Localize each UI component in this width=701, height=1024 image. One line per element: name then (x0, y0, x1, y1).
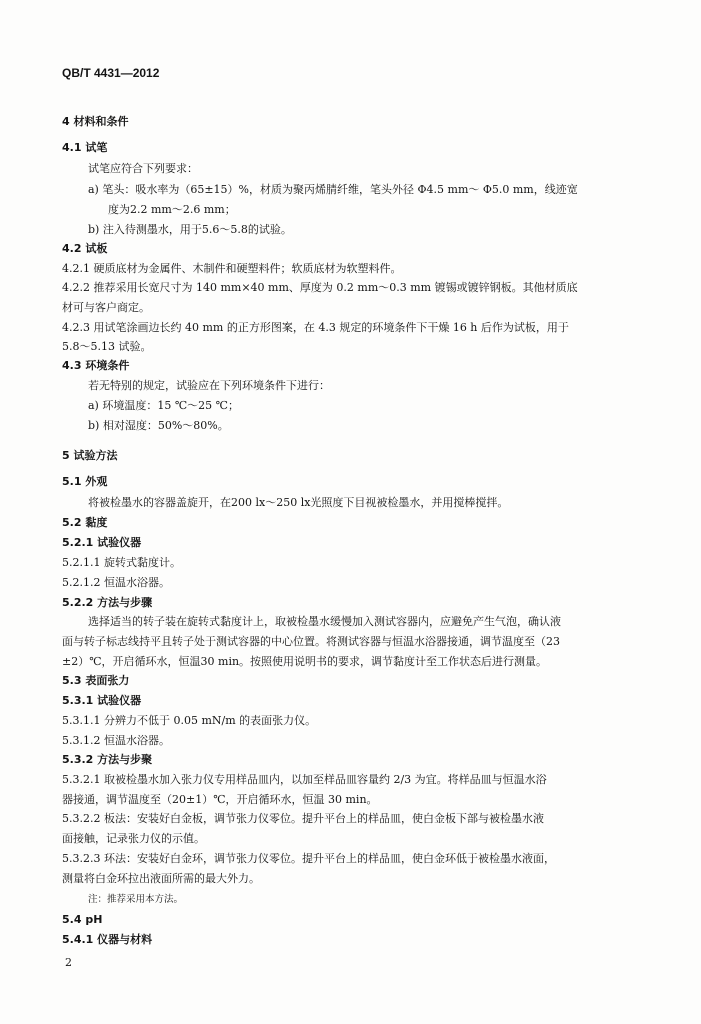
list-item: b) 注入待测墨水，用于5.6～5.8的试验。 (88, 223, 292, 236)
page-number: 2 (65, 956, 72, 969)
section-4-1-heading: 4.1 试笔 (62, 141, 108, 154)
list-item: a) 笔头：吸水率为（65±15）%，材质为聚丙烯腈纤维，笔头外径 Φ4.5 mm～ Φ5.0 mm，线迹宽 (88, 183, 578, 196)
clause-continuation: 测量将白金环拉出液面所需的最大外力。 (62, 872, 260, 885)
clause: 4.2.1 硬质底材为金属件、木制件和硬塑料件；软质底材为软塑料件。 (62, 262, 402, 275)
list-item: b) 相对湿度：50%～80%。 (88, 419, 229, 432)
section-5-heading: 5 试验方法 (62, 449, 118, 462)
clause-heading: 5.3.1 试验仪器 (62, 694, 142, 707)
standard-number: QB/T 4431—2012 (62, 66, 160, 80)
clause: 5.3.1.2 恒温水浴器。 (62, 734, 170, 747)
section-5-2-heading: 5.2 黏度 (62, 516, 108, 529)
paragraph-continuation: ±2）℃，开启循环水，恒温30 min。按照使用说明书的要求，调节黏度计至工作状态后进行测量。 (62, 655, 548, 668)
paragraph: 若无特别的规定，试验应在下列环境条件下进行： (88, 379, 330, 392)
section-5-3-heading: 5.3 表面张力 (62, 674, 130, 687)
clause-heading: 5.2.2 方法与步骤 (62, 596, 153, 609)
clause: 4.2.2 推荐采用长宽尺寸为 140 mm×40 mm、厚度为 0.2 mm～0.3 mm 镀锡或镀锌钢板。其他材质底 (62, 281, 578, 294)
list-item: a) 环境温度：15 ℃～25 ℃； (88, 399, 239, 412)
clause: 5.3.2.1 取被检墨水加入张力仪专用样品皿内，以加至样品皿容量约 2/3 为宜。将样品皿与恒温水浴 (62, 773, 547, 786)
clause: 4.2.3 用试笔涂画边长约 40 mm 的正方形图案，在 4.3 规定的环境条件下干燥 16 h 后作为试板，用于 (62, 321, 569, 334)
clause: 5.3.1.1 分辨力不低于 0.05 mN/m 的表面张力仪。 (62, 714, 317, 727)
clause: 5.3.2.3 环法：安装好白金环，调节张力仪零位。提升平台上的样品皿，使白金环低于被检墨水液面， (62, 852, 555, 865)
section-5-4-heading: 5.4 pH (62, 913, 103, 926)
clause-heading: 5.3.2 方法与步聚 (62, 753, 153, 766)
section-5-1-heading: 5.1 外观 (62, 475, 108, 488)
clause: 5.2.1.2 恒温水浴器。 (62, 576, 170, 589)
paragraph: 试笔应符合下列要求： (88, 162, 198, 175)
list-item-continuation: 度为2.2 mm～2.6 mm； (108, 203, 236, 216)
section-4-2-heading: 4.2 试板 (62, 242, 108, 255)
clause-continuation: 5.8～5.13 试验。 (62, 340, 152, 353)
section-4-3-heading: 4.3 环境条件 (62, 359, 130, 372)
clause: 5.3.2.2 板法：安装好白金板，调节张力仪零位。提升平台上的样品皿，使白金板下部与被检墨水液 (62, 812, 544, 825)
paragraph: 将被检墨水的容器盖旋开，在200 lx～250 lx光照度下目视被检墨水，并用搅棒搅拌。 (88, 496, 509, 509)
section-4-heading: 4 材料和条件 (62, 115, 129, 128)
clause-heading: 5.4.1 仪器与材料 (62, 933, 153, 946)
paragraph-continuation: 面与转子标志线持平且转子处于测试容器的中心位置。将测试容器与恒温水浴器接通，调节温度至（23 (62, 635, 560, 648)
clause-heading: 5.2.1 试验仪器 (62, 536, 142, 549)
note: 注：推荐采用本方法。 (88, 894, 184, 905)
clause-continuation: 器接通，调节温度至（20±1）℃，开启循环水，恒温 30 min。 (62, 793, 378, 806)
paragraph: 选择适当的转子装在旋转式黏度计上，取被检墨水缓慢加入测试容器内，应避免产生气泡，确认液 (88, 615, 561, 628)
clause-continuation: 面接触，记录张力仪的示值。 (62, 832, 205, 845)
clause-continuation: 材可与客户商定。 (62, 301, 150, 314)
clause: 5.2.1.1 旋转式黏度计。 (62, 556, 181, 569)
